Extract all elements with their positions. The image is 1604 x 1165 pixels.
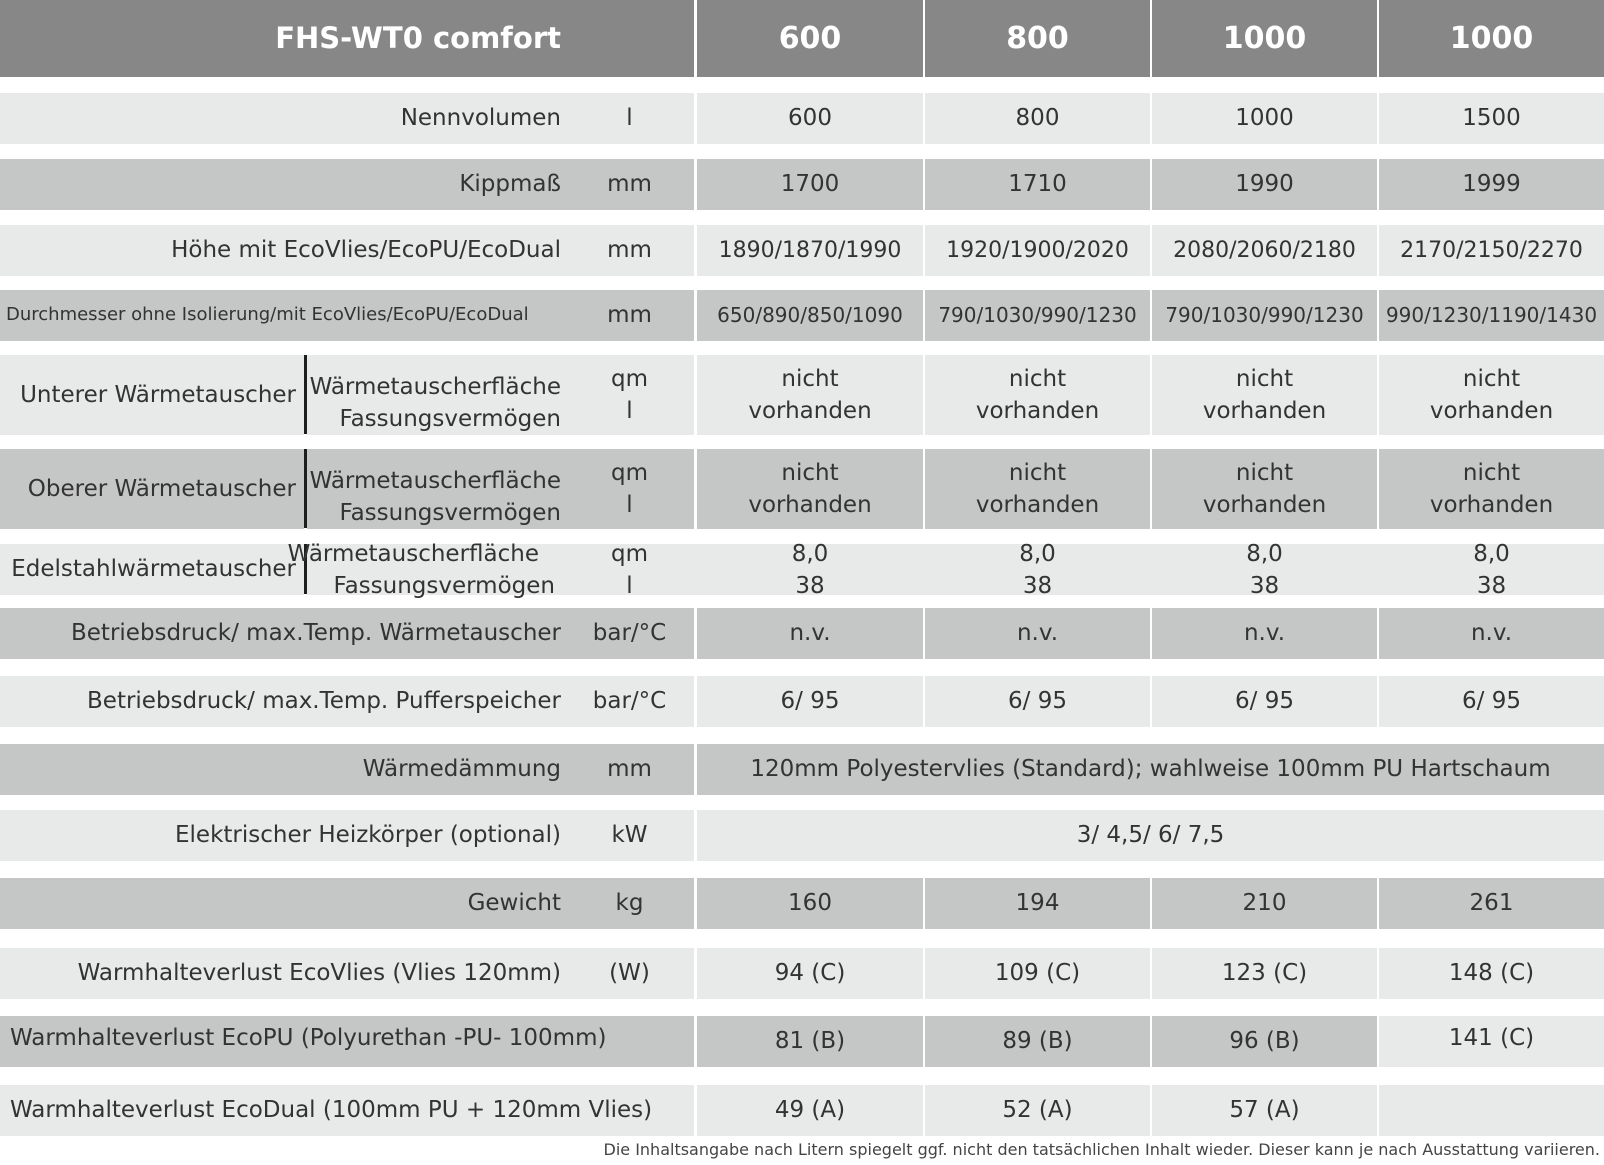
table-cell: 96 (B) xyxy=(1152,1016,1377,1067)
cell-line: 38 xyxy=(1476,573,1507,599)
table-cell: 141 (C) xyxy=(1379,1016,1604,1067)
table-cell: 790/1030/990/1230 xyxy=(1152,290,1377,341)
cell-line: nicht xyxy=(781,460,839,486)
table-cell: 6/ 95 xyxy=(1379,676,1604,727)
table-cell: 2080/2060/2180 xyxy=(1152,225,1377,276)
unit-l: l xyxy=(626,492,633,518)
unit-qm: qm xyxy=(610,460,648,486)
cell-line: nicht xyxy=(781,366,839,392)
unit-l: l xyxy=(626,398,633,424)
row-unit-hoehe: mm xyxy=(565,225,694,276)
cell-line: 38 xyxy=(1249,573,1280,599)
table-cell xyxy=(697,449,923,529)
table-cell: 57 (A) xyxy=(1152,1085,1377,1136)
row-unit-kippmass: mm xyxy=(565,159,694,210)
table-cell-merged: 120mm Polyestervlies (Standard); wahlweise 100mm PU Hartschaum xyxy=(697,744,1604,795)
unit-l: l xyxy=(626,573,633,599)
cell-line: nicht xyxy=(1235,366,1294,392)
table-cell: 1890/1870/1990 xyxy=(697,225,923,276)
column-header-4: 1000 xyxy=(1379,0,1604,77)
cell-line: nicht xyxy=(1462,366,1521,392)
table-cell xyxy=(1152,538,1377,602)
row-label-waermedaemmung: Wärmedämmung xyxy=(0,744,565,795)
row-unit-verlust-ecovlies: (W) xyxy=(565,948,694,999)
cell-line: nicht xyxy=(1008,460,1067,486)
row-unit-durchmesser: mm xyxy=(565,290,694,341)
table-cell-merged: 3/ 4,5/ 6/ 7,5 xyxy=(697,810,1604,861)
table-cell: 160 xyxy=(697,878,923,929)
cell-line: vorhanden xyxy=(748,492,872,518)
column-header-1: 600 xyxy=(697,0,923,77)
footer-note: Die Inhaltsangabe nach Litern spiegelt ggf. nicht den tatsächlichen Inhalt wieder. Dieser kann je nach Ausstattung variieren. xyxy=(603,1140,1600,1159)
cell-line: vorhanden xyxy=(975,398,1100,424)
row-label-gewicht: Gewicht xyxy=(0,878,565,929)
unit-qm: qm xyxy=(610,366,648,392)
sublabel-fassungsvermoegen: Fassungsvermögen xyxy=(339,406,561,432)
table-cell: n.v. xyxy=(697,608,923,659)
table-cell: 81 (B) xyxy=(697,1016,923,1067)
row-unit-oberer xyxy=(565,449,694,529)
sublabel-fassungsvermoegen: Fassungsvermögen xyxy=(339,500,561,526)
cell-line: 8,0 xyxy=(1246,541,1283,567)
table-cell: 6/ 95 xyxy=(1152,676,1377,727)
row-label-heizkoerper: Elektrischer Heizkörper (optional) xyxy=(0,810,565,861)
table-cell: n.v. xyxy=(925,608,1150,659)
table-cell: 1990 xyxy=(1152,159,1377,210)
table-cell: 148 (C) xyxy=(1379,948,1604,999)
table-cell xyxy=(1379,355,1604,435)
cell-line: 8,0 xyxy=(1019,541,1056,567)
row-label-kippmass: Kippmaß xyxy=(0,159,565,210)
cell-line: 8,0 xyxy=(791,541,829,567)
row-label-durchmesser: Durchmesser ohne Isolierung/mit EcoVlies/EcoPU/EcoDual xyxy=(0,290,565,341)
table-cell: 52 (A) xyxy=(925,1085,1150,1136)
table-cell: 6/ 95 xyxy=(925,676,1150,727)
row-label-betriebsdruck-wt: Betriebsdruck/ max.Temp. Wärmetauscher xyxy=(0,608,565,659)
row-label-oberer: Oberer Wärmetauscher xyxy=(0,449,304,529)
table-cell xyxy=(925,355,1150,435)
row-sublabels-oberer xyxy=(307,449,565,529)
sublabel-waermetauscherflaeche: Wärmetauscherfläche xyxy=(309,374,561,400)
cell-line: 38 xyxy=(795,573,825,599)
unit-qm: qm xyxy=(610,541,648,567)
row-unit-gewicht: kg xyxy=(565,878,694,929)
row-unit-unterer xyxy=(565,355,694,435)
table-title: FHS-WT0 comfort xyxy=(0,0,694,77)
table-cell: 990/1230/1190/1430 xyxy=(1379,290,1604,341)
cell-line: nicht xyxy=(1008,366,1067,392)
cell-line: nicht xyxy=(1462,460,1521,486)
column-header-2: 800 xyxy=(925,0,1150,77)
table-cell xyxy=(1379,538,1604,602)
table-cell xyxy=(925,538,1150,602)
table-cell xyxy=(1379,1085,1604,1136)
cell-line: vorhanden xyxy=(1202,492,1327,518)
cell-line: vorhanden xyxy=(1429,398,1554,424)
cell-line: vorhanden xyxy=(748,398,872,424)
row-sublabels-unterer xyxy=(307,355,565,435)
sublabel-waermetauscherflaeche: Wärmetauscherfläche xyxy=(287,541,539,567)
table-cell: 1920/1900/2020 xyxy=(925,225,1150,276)
cell-line: vorhanden xyxy=(1429,492,1554,518)
row-label-hoehe: Höhe mit EcoVlies/EcoPU/EcoDual xyxy=(0,225,565,276)
table-cell: 194 xyxy=(925,878,1150,929)
row-unit-waermedaemmung: mm xyxy=(565,744,694,795)
table-cell: n.v. xyxy=(1379,608,1604,659)
table-cell xyxy=(1379,449,1604,529)
table-cell: 94 (C) xyxy=(697,948,923,999)
row-label-nennvolumen: Nennvolumen xyxy=(0,93,565,144)
row-label-verlust-ecovlies: Warmhalteverlust EcoVlies (Vlies 120mm) xyxy=(0,948,565,999)
table-cell xyxy=(697,355,923,435)
row-label-verlust-ecopu: Warmhalteverlust EcoPU (Polyurethan -PU- 100mm) xyxy=(0,1016,694,1067)
row-label-edelstahl: Edelstahlwärmetauscher xyxy=(0,544,304,595)
table-cell: 2170/2150/2270 xyxy=(1379,225,1604,276)
table-cell: 600 xyxy=(697,93,923,144)
row-label-unterer: Unterer Wärmetauscher xyxy=(0,355,304,435)
row-unit-nennvolumen: l xyxy=(565,93,694,144)
table-cell xyxy=(1152,449,1377,529)
table-cell: 790/1030/990/1230 xyxy=(925,290,1150,341)
sublabel-fassungsvermoegen: Fassungsvermögen xyxy=(333,573,555,599)
table-cell xyxy=(925,449,1150,529)
table-cell: 6/ 95 xyxy=(697,676,923,727)
table-cell: 800 xyxy=(925,93,1150,144)
table-cell: 1700 xyxy=(697,159,923,210)
table-cell: 89 (B) xyxy=(925,1016,1150,1067)
table-cell: 1999 xyxy=(1379,159,1604,210)
table-cell xyxy=(1152,355,1377,435)
table-cell: 1500 xyxy=(1379,93,1604,144)
column-header-3: 1000 xyxy=(1152,0,1377,77)
table-cell: n.v. xyxy=(1152,608,1377,659)
cell-line: nicht xyxy=(1235,460,1294,486)
table-cell: 261 xyxy=(1379,878,1604,929)
table-cell: 123 (C) xyxy=(1152,948,1377,999)
table-cell: 109 (C) xyxy=(925,948,1150,999)
cell-line: vorhanden xyxy=(975,492,1100,518)
row-unit-heizkoerper: kW xyxy=(565,810,694,861)
row-unit-edelstahl xyxy=(565,538,694,602)
sublabel-waermetauscherflaeche: Wärmetauscherfläche xyxy=(309,468,561,494)
row-unit-betriebsdruck-ps: bar/°C xyxy=(565,676,694,727)
cell-line: vorhanden xyxy=(1202,398,1327,424)
table-cell: 49 (A) xyxy=(697,1085,923,1136)
table-cell: 210 xyxy=(1152,878,1377,929)
table-cell: 1000 xyxy=(1152,93,1377,144)
table-cell xyxy=(697,538,923,602)
row-label-betriebsdruck-ps: Betriebsdruck/ max.Temp. Pufferspeicher xyxy=(0,676,565,727)
row-sublabels-edelstahl xyxy=(287,538,565,602)
row-label-verlust-ecodual: Warmhalteverlust EcoDual (100mm PU + 120mm Vlies) xyxy=(0,1085,694,1136)
cell-line: 8,0 xyxy=(1473,541,1510,567)
cell-line: 38 xyxy=(1022,573,1053,599)
table-cell: 1710 xyxy=(925,159,1150,210)
row-unit-betriebsdruck-wt: bar/°C xyxy=(565,608,694,659)
table-cell: 650/890/850/1090 xyxy=(697,290,923,341)
